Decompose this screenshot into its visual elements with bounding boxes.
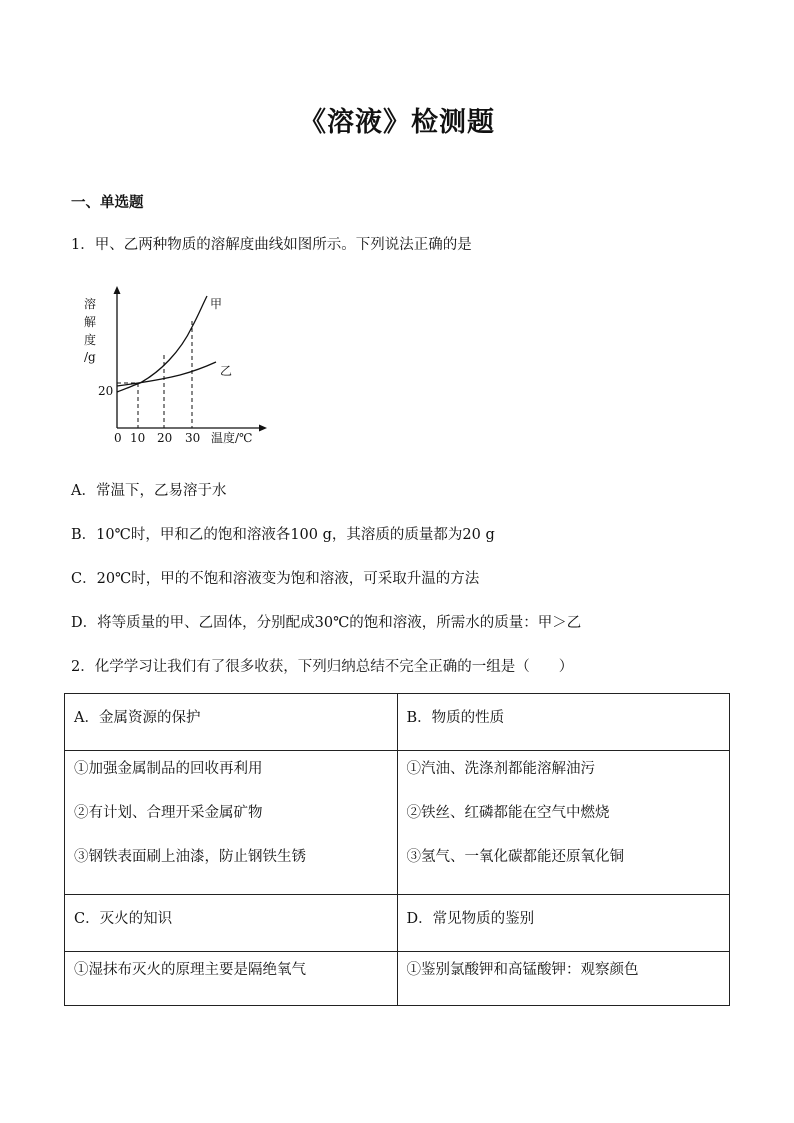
x-tick-10: 10 bbox=[130, 431, 146, 445]
question-2-stem: 2．化学学习让我们有了很多收获，下列归纳总结不完全正确的一组是（ ） bbox=[71, 659, 574, 675]
table-row bbox=[65, 751, 730, 895]
cell-b-head: B．物质的性质 bbox=[397, 694, 730, 751]
table-row bbox=[65, 694, 730, 751]
series-yi-label: 乙 bbox=[220, 364, 233, 378]
list-item: ②有计划、合理开采金属矿物 bbox=[74, 805, 263, 821]
series-jia-label: 甲 bbox=[210, 297, 223, 311]
option-c: C．20℃时，甲的不饱和溶液变为饱和溶液，可采取升温的方法 bbox=[71, 571, 480, 587]
series-yi-curve bbox=[117, 362, 216, 386]
list-item: ①汽油、洗涤剂都能溶解油污 bbox=[406, 761, 595, 777]
series-jia-curve bbox=[117, 296, 207, 392]
cell-a-head: A．金属资源的保护 bbox=[65, 694, 398, 751]
x-tick-0: 0 bbox=[114, 431, 122, 445]
page-title: 《溶液》检测题 bbox=[299, 107, 495, 138]
list-item: ③氢气、一氧化碳都能还原氧化铜 bbox=[406, 849, 624, 865]
y-label-1: 溶 bbox=[84, 297, 97, 311]
question-1-stem: 1．甲、乙两种物质的溶解度曲线如图所示。下列说法正确的是 bbox=[71, 237, 472, 253]
x-tick-20: 20 bbox=[157, 431, 173, 445]
cell-d-items bbox=[397, 952, 730, 1006]
solubility-chart bbox=[80, 282, 280, 452]
cell-b-items bbox=[397, 751, 730, 895]
question-2-table bbox=[64, 693, 730, 1006]
y-axis-arrow bbox=[114, 286, 121, 294]
option-b: B．10℃时，甲和乙的饱和溶液各100 g，其溶质的质量都为20 g bbox=[71, 527, 495, 543]
y-label-3: 度 bbox=[84, 333, 97, 347]
y-label-2: 解 bbox=[84, 315, 97, 329]
x-axis-label: 温度/℃ bbox=[211, 431, 253, 445]
list-item: ①湿抹布灭火的原理主要是隔绝氧气 bbox=[74, 962, 306, 978]
x-tick-30: 30 bbox=[185, 431, 201, 445]
y-label-4: /g bbox=[84, 350, 96, 364]
list-item: ③钢铁表面刷上油漆，防止钢铁生锈 bbox=[74, 849, 306, 865]
cell-c-head: C．灭火的知识 bbox=[65, 895, 398, 952]
y-tick-20: 20 bbox=[98, 384, 114, 398]
list-item: ①加强金属制品的回收再利用 bbox=[74, 761, 263, 777]
cell-c-items bbox=[65, 952, 398, 1006]
section-heading: 一、单选题 bbox=[71, 194, 144, 211]
list-item: ①鉴别氯酸钾和高锰酸钾：观察颜色 bbox=[406, 962, 639, 978]
option-a: A．常温下，乙易溶于水 bbox=[71, 483, 227, 499]
x-axis-arrow bbox=[259, 425, 267, 432]
table-row bbox=[65, 895, 730, 952]
option-d: D．将等质量的甲、乙固体，分别配成30℃的饱和溶液，所需水的质量：甲＞乙 bbox=[71, 615, 582, 631]
list-item: ②铁丝、红磷都能在空气中燃烧 bbox=[406, 805, 610, 821]
cell-a-items bbox=[65, 751, 398, 895]
table-row bbox=[65, 952, 730, 1006]
cell-d-head: D．常见物质的鉴别 bbox=[397, 895, 730, 952]
